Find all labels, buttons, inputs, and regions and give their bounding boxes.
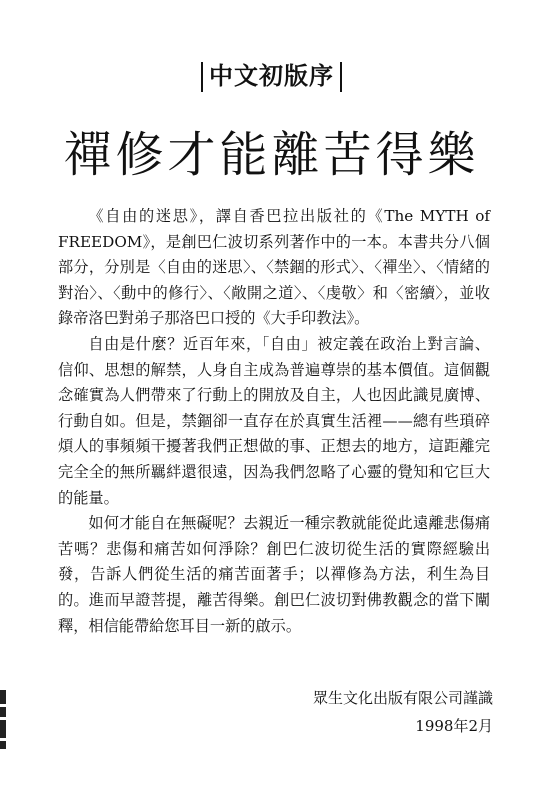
edge-mark-2 <box>0 707 6 717</box>
edge-mark-3 <box>0 720 6 738</box>
page-edge-marks <box>0 690 8 762</box>
preface-body <box>58 204 490 639</box>
signature-date: 1998年2月 <box>415 717 493 735</box>
left-bar-ornament <box>201 62 203 92</box>
paragraph-3: 如何才能自在無礙呢？去親近一種宗教就能從此遠離悲傷痛苦嗎？悲傷和痛苦如何淨除？創巴仁波切從生活的實際經驗出發，告訴人們從生活的痛苦面著手；以禪修為方法，利生為目的。進而早證菩提，離苦得樂。創巴仁波切對佛教觀念的當下闡釋，相信能帶給您耳目一新的啟示。 <box>58 514 490 635</box>
section-label <box>0 56 543 96</box>
paragraph-2: 自由是什麼？近百年來，「自由」被定義在政治上對言論、信仰、思想的解禁，人身自主成為普遍尊崇的基本價值。這個觀念確實為人們帶來了行動上的開放及自主，人也因此識見廣博、行動自如。但是，禁錮卻一直存在於真實生活裡——總有些瑣碎煩人的事頻頻干擾著我們正想做的事、正想去的地方，這距離完完全全的無所羈絆還很遠，因為我們忽略了心靈的覺知和它巨大的能量。 <box>58 334 490 507</box>
edge-mark-4 <box>0 741 6 749</box>
section-label-text: 中文初版序 <box>209 62 334 90</box>
paragraph-1: 《自由的迷思》，譯自香巴拉出版社的《The MYTH of FREEDOM》，是創巴仁波切系列著作中的一本。本書共分八個部分，分別是〈自由的迷思〉、〈禁錮的形式〉、〈禪坐〉、〈情緒的對治〉、〈動中的修行〉、〈敞開之道〉、〈虔敬〉和〈密續〉，並收錄帝洛巴對弟子那洛巴口授的《大手印教法》。 <box>58 207 490 328</box>
edge-mark-1 <box>0 690 6 704</box>
right-bar-ornament <box>340 62 342 92</box>
page-title: 禪修才能離苦得樂 <box>63 127 480 183</box>
publisher-signature: 眾生文化出版有限公司謹識 <box>312 689 493 707</box>
